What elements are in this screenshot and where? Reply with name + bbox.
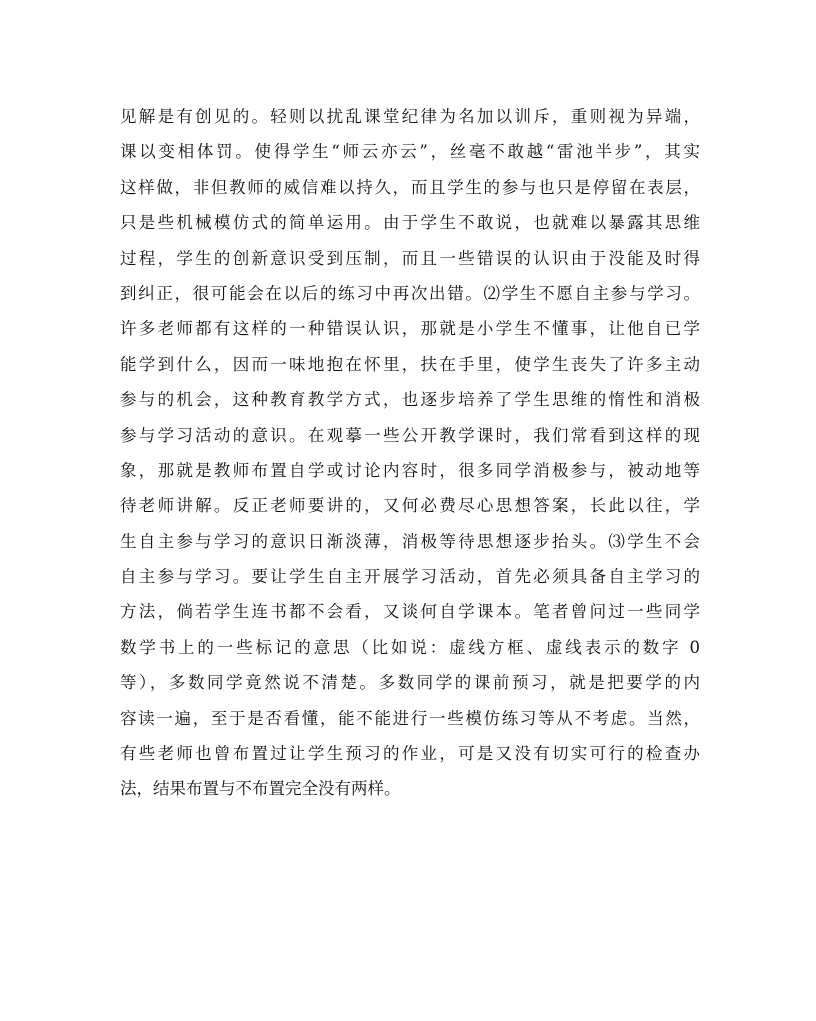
text-line: 课以变相体罚。使得学生“师云亦云”，丝毫不敢越“雷池半步”，其实 [120, 142, 700, 162]
text-line: 容读一遍，至于是否看懂，能不能进行一些模仿练习等从不考虑。当然， [120, 708, 700, 728]
text-line: 这样做，非但教师的威信难以持久，而且学生的参与也只是停留在表层， [120, 177, 700, 197]
text-line: 自主参与学习。要让学生自主开展学习活动，首先必须具备自主学习的 [120, 567, 700, 587]
text-line: 见解是有创见的。轻则以扰乱课堂纪律为名加以训斥，重则视为异端， [120, 107, 700, 126]
text-line: 只是些机械模仿式的简单运用。由于学生不敢说，也就难以暴露其思维 [120, 213, 700, 233]
text-line: 能学到什么，因而一味地抱在怀里，扶在手里，使学生丧失了许多主动 [120, 354, 700, 374]
text-line: 待老师讲解。反正老师要讲的，又何必费尽心思想答案，长此以往，学 [120, 496, 700, 516]
text-line: 等），多数同学竟然说不清楚。多数同学的课前预习，就是把要学的内 [120, 673, 700, 693]
text-line: 数学书上的一些标记的意思（比如说：虚线方框、虚线表示的数字 0 [120, 637, 700, 657]
text-line: 参与的机会，这种教育教学方式，也逐步培养了学生思维的惰性和消极 [120, 390, 700, 410]
text-line: 许多老师都有这样的一种错误认识，那就是小学生不懂事，让他自已学 [120, 319, 700, 339]
text-line: 方法，倘若学生连书都不会看，又谈何自学课本。笔者曾问过一些同学 [120, 602, 700, 622]
text-line: 生自主参与学习的意识日渐淡薄，消极等待思想逐步抬头。⑶学生不会 [120, 531, 700, 551]
text-line: 有些老师也曾布置过让学生预习的作业，可是又没有切实可行的检查办 [120, 744, 700, 764]
body-paragraph [120, 99, 700, 807]
text-line: 参与学习活动的意识。在观摹一些公开教学课时，我们常看到这样的现 [120, 425, 700, 445]
text-line: 象，那就是教师布置自学或讨论内容时，很多同学消极参与，被动地等 [120, 460, 700, 480]
text-line-last: 法，结果布置与不布置完全没有两样。 [120, 779, 401, 799]
text-line: 过程，学生的创新意识受到压制，而且一些错误的认识由于没能及时得 [120, 248, 700, 268]
text-line: 到纠正，很可能会在以后的练习中再次出错。⑵学生不愿自主参与学习。 [120, 283, 700, 303]
